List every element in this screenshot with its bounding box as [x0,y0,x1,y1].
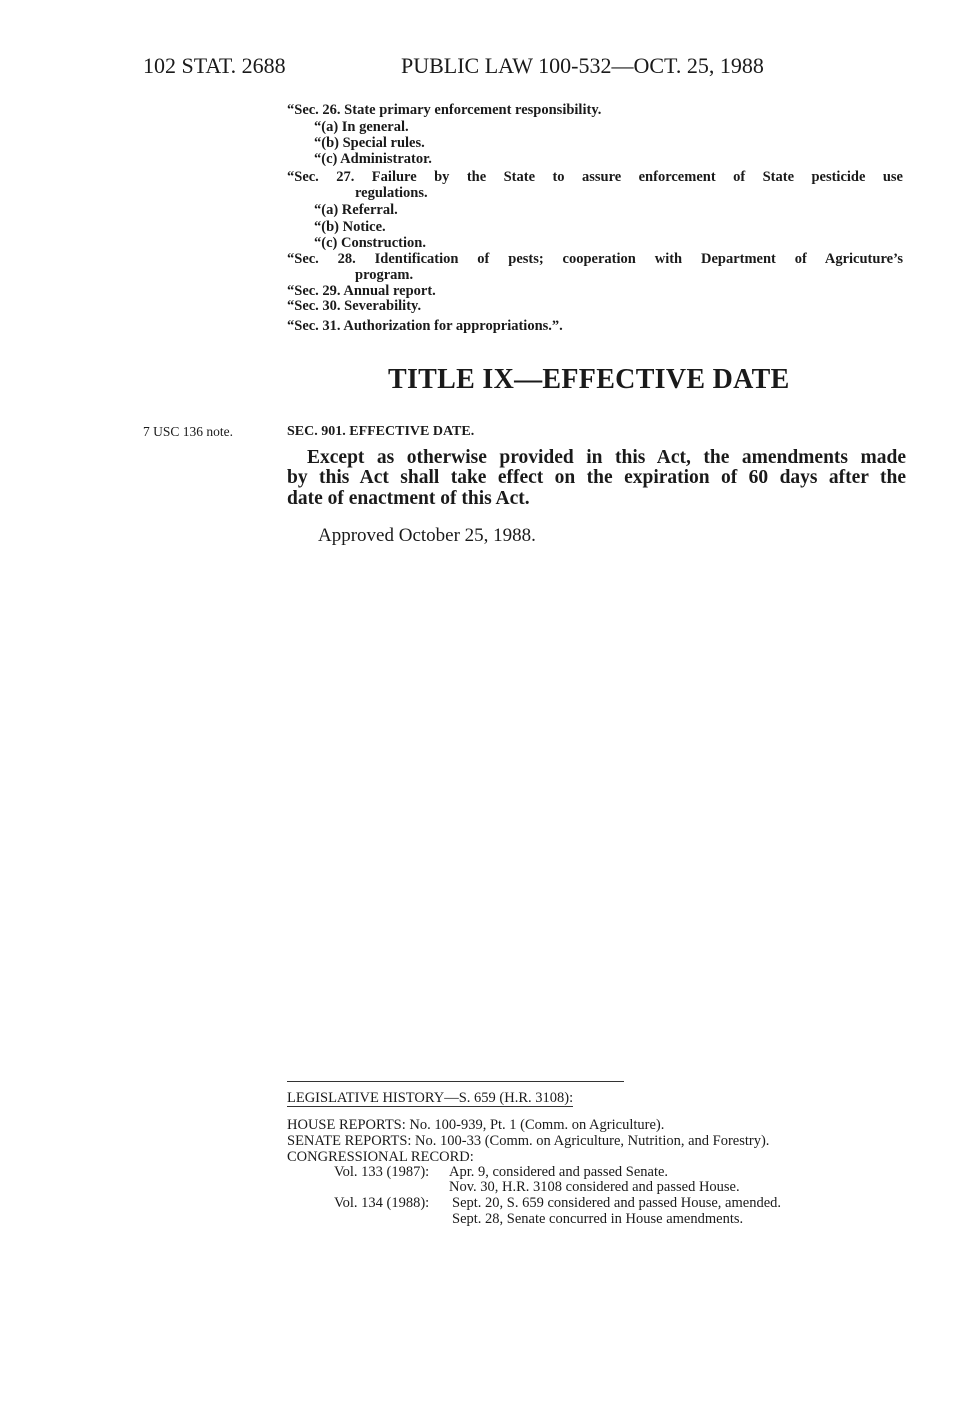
vol-134-label: Vol. 134 (1988): [334,1195,430,1211]
toc-entry: program. [355,267,414,283]
legislative-history-heading: LEGISLATIVE HISTORY—S. 659 (H.R. 3108): [287,1090,574,1106]
vol-133-entry: Apr. 9, considered and passed Senate. [449,1164,669,1180]
toc-entry: “(b) Notice. [314,219,386,235]
toc-entry: “Sec. 26. State primary enforcement responsibility. [287,102,602,118]
margin-note: 7 USC 136 note. [143,424,234,439]
toc-entry: “(c) Administrator. [314,151,432,167]
toc-entry: “Sec. 27. Failure by the State to assure enforcement of State pesticide use [287,169,903,185]
vol-134-entry: Sept. 28, Senate concurred in House amendments. [452,1211,744,1227]
senate-reports: SENATE REPORTS: No. 100-33 (Comm. on Agriculture, Nutrition, and Forestry). [287,1133,770,1149]
toc-entry: “Sec. 30. Severability. [287,298,422,314]
section-heading: SEC. 901. EFFECTIVE DATE. [287,424,475,439]
vol-133-entry: Nov. 30, H.R. 3108 considered and passed House. [449,1179,740,1195]
toc-entry: “(c) Construction. [314,235,426,251]
divider [287,1081,624,1082]
title-heading: TITLE IX—EFFECTIVE DATE [388,364,790,395]
paragraph-line: date of enactment of this Act. [287,488,530,509]
vol-134-entry: Sept. 20, S. 659 considered and passed House, amended. [452,1195,782,1211]
toc-entry: “(a) In general. [314,119,409,135]
toc-entry: “Sec. 29. Annual report. [287,283,436,299]
toc-entry: “Sec. 28. Identification of pests; cooperation with Department of Agricuture’s [287,251,903,267]
house-reports: HOUSE REPORTS: No. 100-939, Pt. 1 (Comm. on Agriculture). [287,1117,665,1133]
toc-entry: regulations. [355,185,428,201]
approval-date: Approved October 25, 1988. [318,525,536,546]
congressional-record: CONGRESSIONAL RECORD: [287,1149,474,1165]
toc-entry: “Sec. 31. Authorization for appropriations.”. [287,318,563,334]
law-title-header: PUBLIC LAW 100-532—OCT. 25, 1988 [401,53,764,78]
toc-entry: “(a) Referral. [314,202,398,218]
page-reference: 102 STAT. 2688 [143,53,286,78]
paragraph-line: by this Act shall take effect on the expiration of 60 days after the [287,467,906,488]
vol-133-label: Vol. 133 (1987): [334,1164,430,1180]
paragraph-line: Except as otherwise provided in this Act, the amendments made [307,447,906,468]
toc-entry: “(b) Special rules. [314,135,425,151]
